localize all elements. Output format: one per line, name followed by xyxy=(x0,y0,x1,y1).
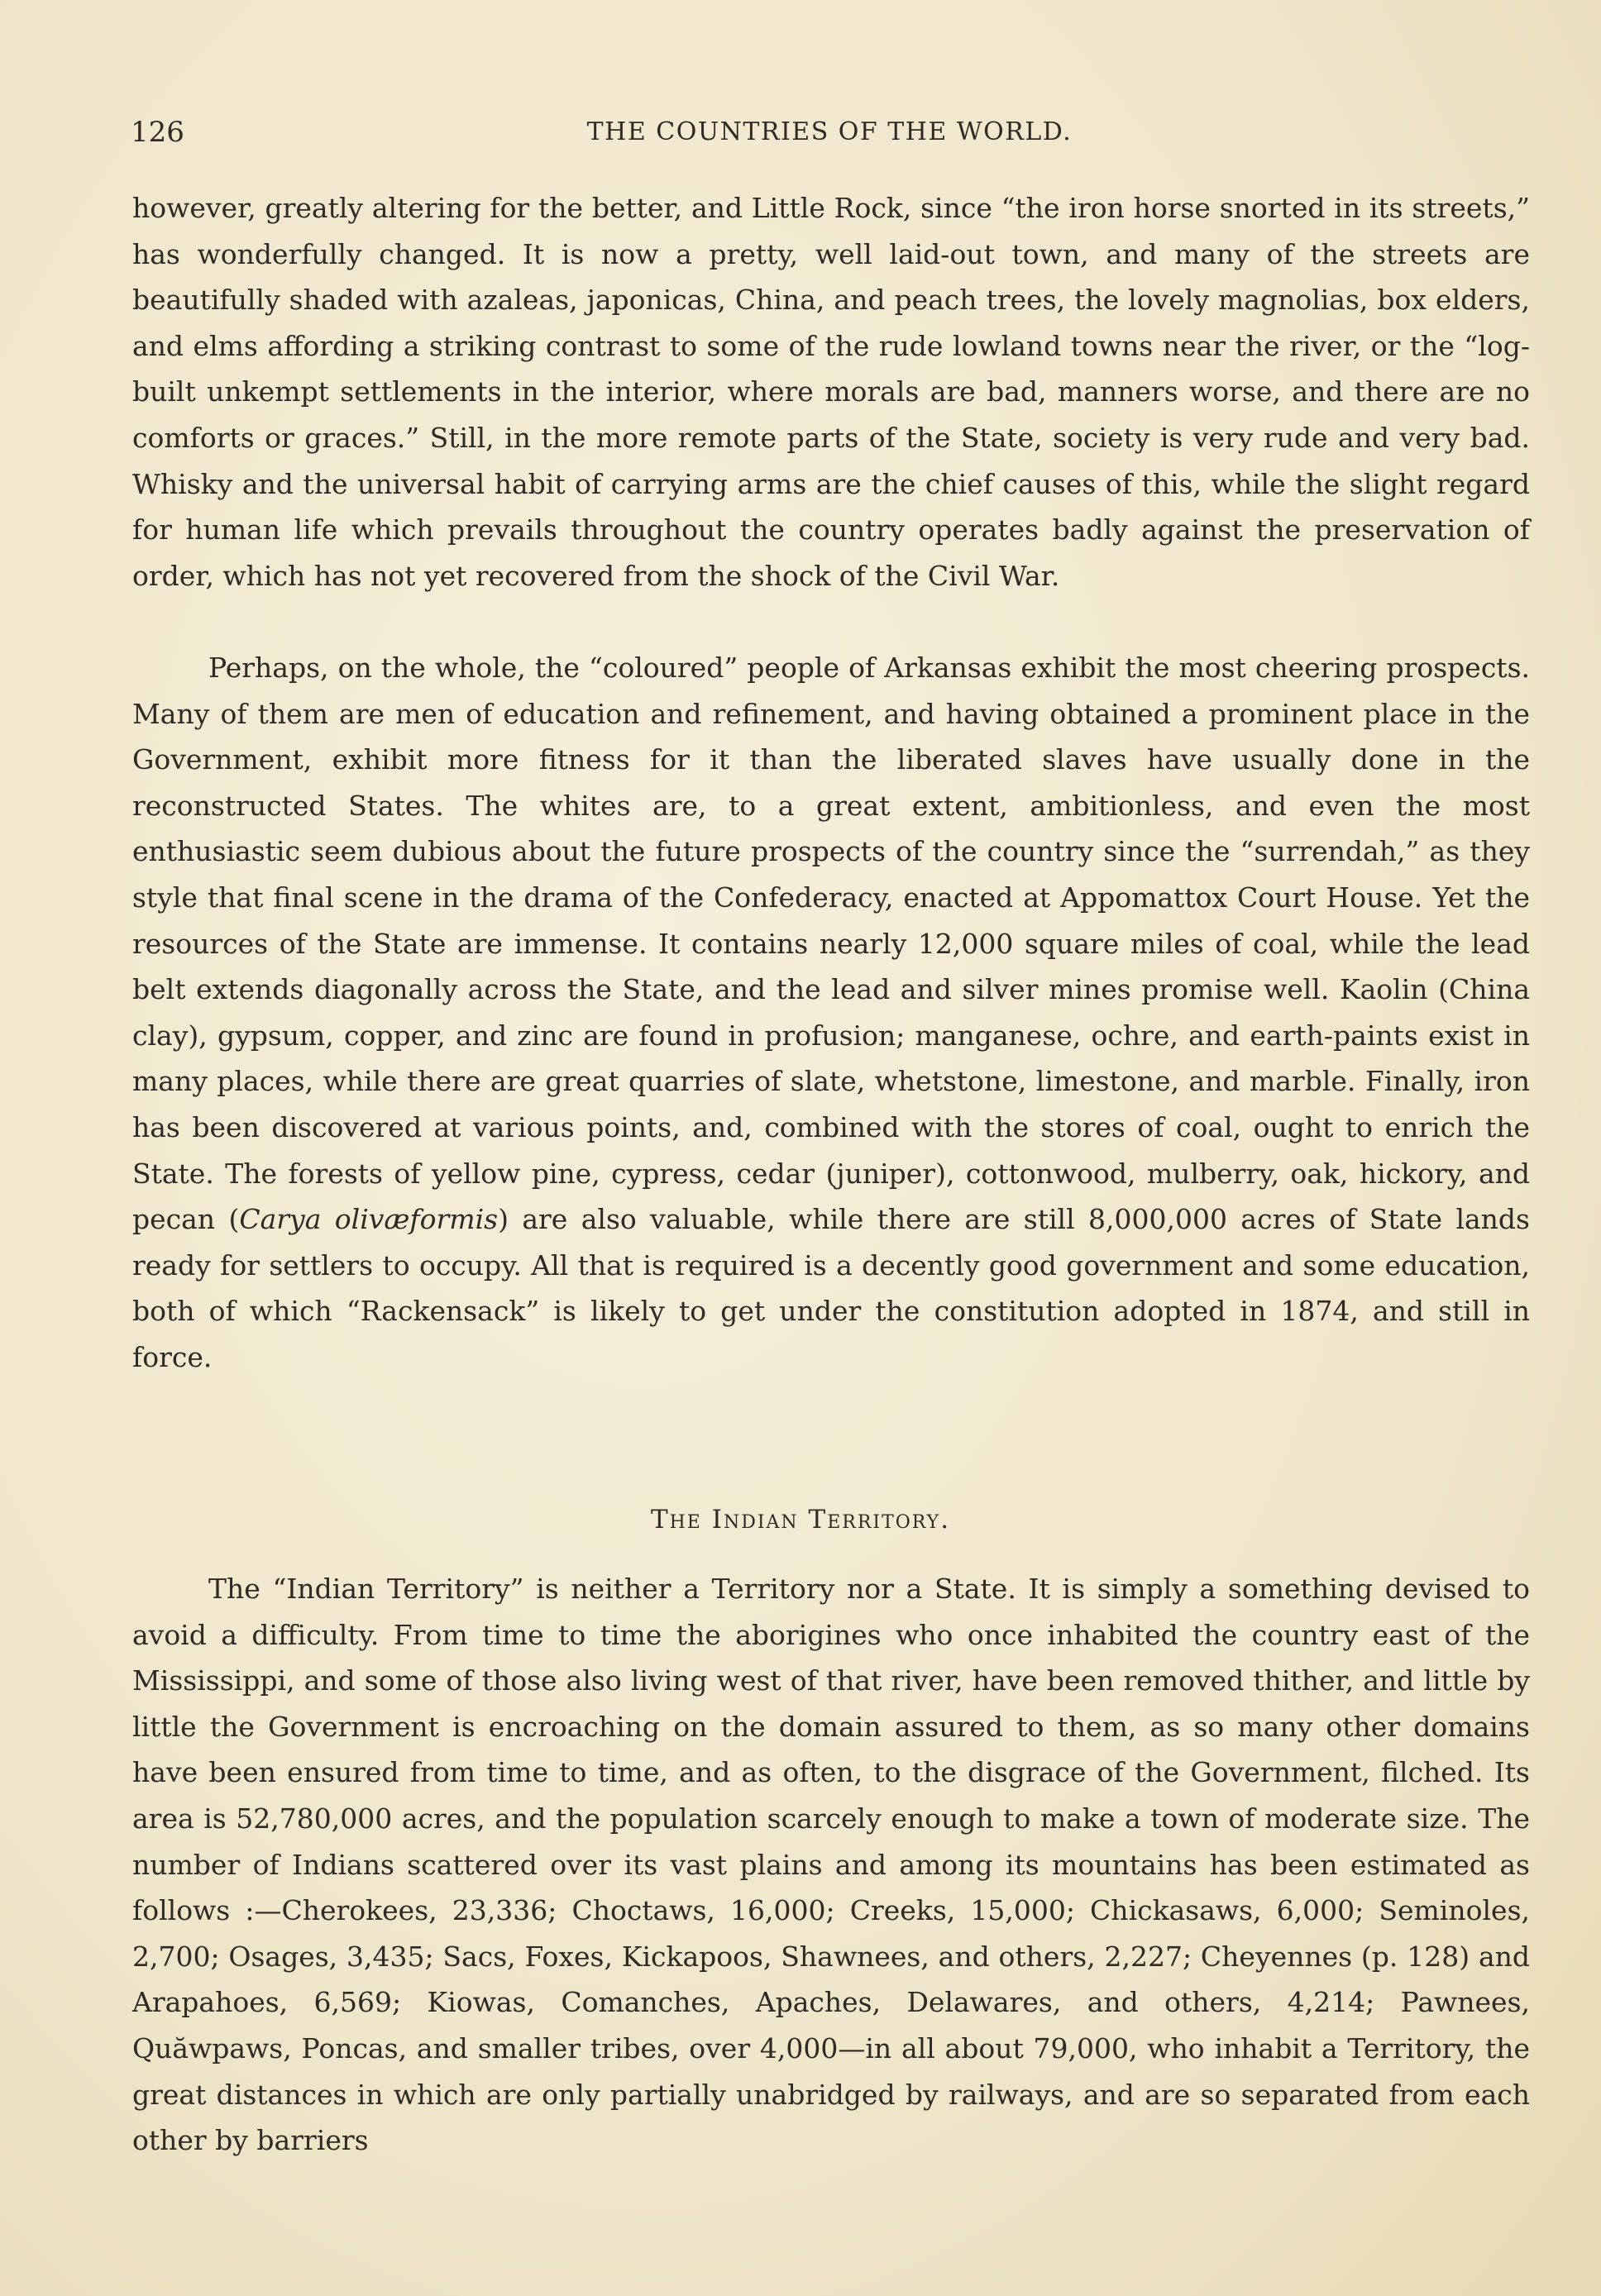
running-title: THE COUNTRIES OF THE WORLD. xyxy=(586,117,1073,146)
paragraph-text-after-italic: ) are also valuable, while there are still 8,000,000 acres of State lands ready for settlers to occupy. All that is required is a decently good government and some education, both of which “Rackensack” is likely to get under the constitution adopted in 1874, and still in force. xyxy=(132,1203,1530,1373)
page-header xyxy=(131,116,1528,165)
paragraph-arkansas-prospects xyxy=(132,645,1530,1381)
section-heading: The Indian Territory. xyxy=(650,1505,951,1535)
paragraph-text-before-italic: Perhaps, on the whole, the “coloured” people of Arkansas exhibit the most cheering prospects. Many of them are men of education and refinement, and having obtained a prominent place in the Government, exhibit more fitness for it than the liberated slaves have usually done in the reconstructed States. The whites are, to a great extent, ambitionless, and even the most enthusiastic seem dubious about the future prospects of the country since the “surrendah,” as they style that final scene in the drama of the Confederacy, enacted at Appomattox Court House. Yet the resources of the State are immense. It contains nearly 12,000 square miles of coal, while the lead belt extends diagonally across the State, and the lead and silver mines promise well. Kaolin (China clay), gypsum, copper, and zinc are found in profusion; manganese, ochre, and earth-paints exist in many places, while there are great quarries of slate, whetstone, limestone, and marble. Finally, iron has been discovered at various points, and, combined with the stores of coal, ought to enrich the State. The forests of yellow pine, cypress, cedar (juniper), cottonwood, mulberry, oak, hickory, and pecan ( xyxy=(132,652,1530,1236)
page-number: 126 xyxy=(131,116,184,149)
paragraph-little-rock: however, greatly altering for the better, and Little Rock, since “the iron horse snorted in its streets,” has wonderfully changed. It is now a pretty, well laid-out town, and many of the streets are beautifully shaded with azaleas, japonicas, China, and peach trees, the lovely magnolias, box elders, and elms affording a striking contrast to some of the rude lowland towns near the river, or the “log-built unkempt settlements in the interior, where morals are bad, manners worse, and there are no comforts or graces.” Still, in the more remote parts of the State, society is very rude and very bad. Whisky and the universal habit of carrying arms are the chief causes of this, while the slight regard for human life which prevails throughout the country operates badly against the preservation of order, which has not yet recovered from the shock of the Civil War. xyxy=(132,192,1530,592)
botanical-name: Carya olivæformis xyxy=(239,1203,499,1236)
paragraph-indian-territory: The “Indian Territory” is neither a Territory nor a State. It is simply a something devised to avoid a difficulty. From time to time the aborigines who once inhabited the country east of the Mississippi, and some of those also living west of that river, have been removed thither, and little by little the Government is encroaching on the domain assured to them, as so many other domains have been ensured from time to time, and as often, to the disgrace of the Government, filched. Its area is 52,780,000 acres, and the population scarcely enough to make a town of moderate size. The number of Indians scattered over its vast plains and among its mountains has been estimated as follows :—Cherokees, 23,336; Choctaws, 16,000; Creeks, 15,000; Chickasaws, 6,000; Seminoles, 2,700; Osages, 3,435; Sacs, Foxes, Kickapoos, Shawnees, and others, 2,227; Cheyennes (p. 128) and Arapahoes, 6,569; Kiowas, Comanches, Apaches, Delawares, and others, 4,214; Pawnees, Quăwpaws, Poncas, and smaller tribes, over 4,000—in all about 79,000, who inhabit a Territory, the great distances in which are only partially unabridged by railways, and are so separated from each other by barriers xyxy=(132,1573,1530,2157)
